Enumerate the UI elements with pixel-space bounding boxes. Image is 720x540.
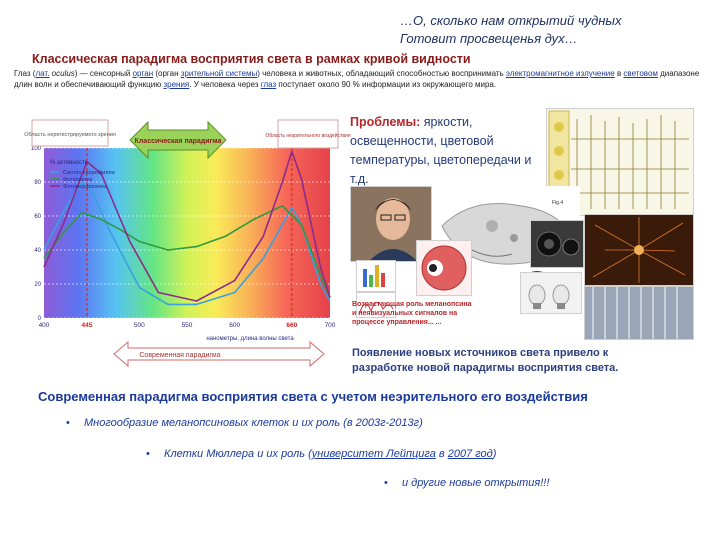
x-tick-label: 500 (133, 322, 145, 329)
epigraph-line-1: …О, сколько нам открытий чудных (400, 13, 622, 28)
x-tick-label: 660 (286, 322, 298, 329)
x-tick-label: 700 (324, 322, 336, 329)
nerve-fiber-image (584, 286, 694, 340)
problems-label: Проблемы: (350, 115, 421, 129)
new-sources-note: Появление новых источников света привело к разработке новой парадигмы восприятия света. (352, 347, 619, 374)
bullet-item-1 (66, 417, 423, 429)
link-organ[interactable]: орган (132, 69, 154, 78)
annotation-right-box: Область незрительного воздействия (265, 133, 351, 139)
epigraph (400, 12, 622, 48)
modern-paradigm-title: Современная парадигма восприятия света с учетом неэрительного его воздействия (38, 389, 588, 404)
intro-paragraph (14, 69, 704, 90)
annotation-left-box: Область нерегистрируемого зрения (24, 132, 116, 138)
para-text: поступает около 90 % информации из окружающего мира. (276, 79, 497, 89)
para-text: в (614, 69, 624, 78)
fig-label: Fig.4 (552, 200, 564, 206)
epigraph-line-2: Готовит просвещенья дух… (400, 31, 578, 46)
eye-bullseye-photo (530, 220, 584, 268)
bullet-text-3: и другие новые открытия!!! (402, 477, 550, 489)
x-tick-label: 600 (229, 322, 241, 329)
spectrum-chart-svg (24, 118, 351, 380)
bullet-text-1: Многообразие меланопсиновых клеток и их роль (в 2003г-2013г) (84, 417, 423, 429)
link-leipzig-university[interactable]: университет Лейпцига (311, 448, 436, 460)
spectrum-mini-graph (356, 260, 396, 292)
y-tick-label: 0 (37, 316, 41, 322)
link-vision[interactable]: зрения (163, 79, 190, 89)
link-eye[interactable]: глаз (260, 79, 277, 89)
x-tick-label: 445 (81, 322, 93, 329)
bullet-item-3 (384, 477, 549, 489)
para-text: Глаз ( (14, 69, 36, 78)
y-tick-label: 20 (34, 282, 41, 288)
para-latin-word: oculus (51, 69, 75, 78)
eye-cross-section-image (416, 240, 472, 296)
para-text: (орган (153, 69, 181, 78)
lamps-image (520, 272, 582, 314)
bullet-text-2-post: ) (492, 448, 497, 460)
para-text: диапазоне длин волн и обеспечивающий функцию (14, 69, 700, 89)
bullet-text-2-mid: в (435, 448, 448, 460)
classic-paradigm-label: Классическая парадигма (134, 138, 222, 145)
y-tick-label: 80 (34, 180, 41, 186)
legend-item-photosynthesis: Фотосинтез (63, 177, 93, 183)
bullet-text-2-pre: Клетки Мюллера и их роль ( (164, 448, 312, 460)
x-axis-label: нанометры, длина волны света (206, 336, 294, 342)
link-lat[interactable]: лат. (35, 69, 50, 78)
problems-note (350, 113, 550, 189)
modern-paradigm-label: Современная парадигма (139, 352, 221, 359)
para-text: . У человека через (189, 79, 261, 89)
bullet-dot: • (384, 477, 388, 489)
para-text: ) человека и животных, обладающий способностью воспринимать (257, 69, 506, 78)
spectrum-chart (24, 118, 351, 380)
bullet-dot: • (66, 417, 70, 429)
link-light[interactable]: световом (623, 69, 658, 78)
y-tick-label: 100 (30, 146, 41, 152)
bullet-dot: • (146, 448, 150, 460)
legend-item-chlorophyll: Синтез хлорофилла (63, 170, 115, 176)
legend-item-photomorphogenesis: Фотоморфогенез (63, 184, 107, 190)
y-tick-label: 40 (34, 248, 41, 254)
y-tick-label: 60 (34, 214, 41, 220)
x-tick-label: 550 (181, 322, 193, 329)
retinal-neuron-micrograph (584, 214, 694, 286)
link-2007-year[interactable]: 2007 год (447, 448, 493, 460)
overlay-note: Возрастающая роль меланопсина и неявизуальных сигналов на процессе управления... ... (352, 301, 472, 326)
problems-text: яркости, освещенности, цветовой температуры, цветопередачи и т.д. (350, 115, 532, 186)
para-text: ) — сенсорный (74, 69, 133, 78)
x-tick-label: 400 (38, 322, 50, 329)
link-visual-system[interactable]: зрительной системы (180, 69, 258, 78)
y-axis-label: % активность (50, 160, 88, 166)
link-em-radiation[interactable]: электромагнитное излучение (505, 69, 615, 78)
bullet-item-2 (146, 448, 496, 460)
page-title: Классическая парадигма восприятия света в рамках кривой видности (32, 52, 471, 66)
